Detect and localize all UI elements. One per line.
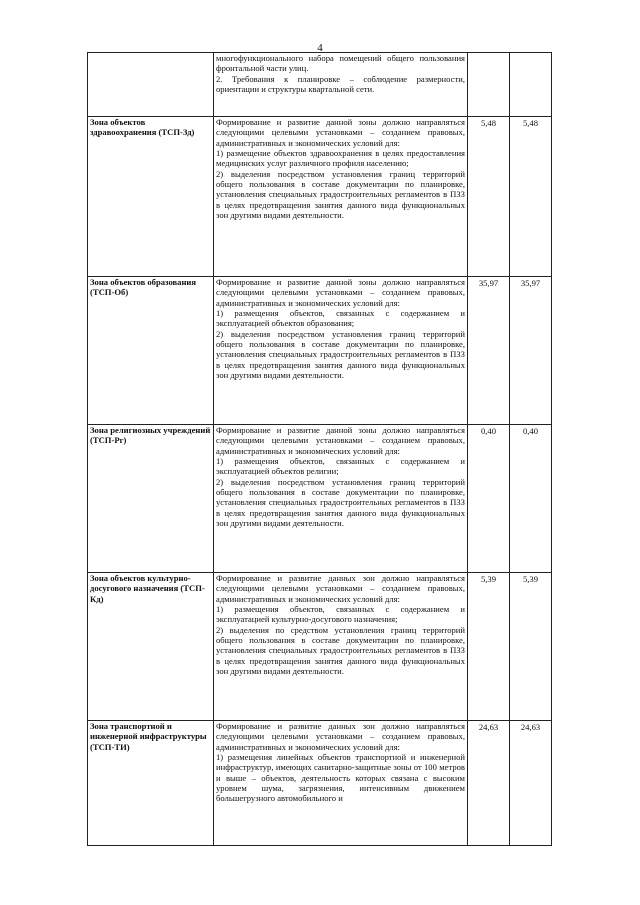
table-row	[88, 117, 552, 277]
description-paragraph: 2) выделения посредством установления границ территорий общего пользования в составе документации по планировке, установления специальных градостроительных регламентов в ПЗЗ в целях предотвращения занятия данного вида функциональных зон другими видами деятельности.	[216, 476, 465, 529]
area-value2: 24,63	[510, 721, 552, 846]
description-paragraph: Формирование и развитие данной зоны должно направляться следующими целевыми установками – созданием правовых, административных и экономических условий для:	[216, 277, 465, 308]
area-value1: 35,97	[468, 277, 510, 425]
zone-name: Зона объектов культурно-досугового назначения (ТСП-Кд)	[88, 573, 214, 721]
zone-name: Зона объектов здравоохранения (ТСП-Зд)	[88, 117, 214, 277]
zone-name: Зона транспортной и инженерной инфраструктуры (ТСП-ТИ)	[88, 721, 214, 846]
table-row	[88, 721, 552, 846]
area-value1: 5,39	[468, 573, 510, 721]
area-value1: 0,40	[468, 425, 510, 573]
description-paragraph: 2. Требования к планировке – соблюдение размерности, ориентации и структуры квартальной сети.	[216, 73, 465, 95]
description-paragraph: 2) выделения по средством установления границ территорий общего пользования в составе документации по планировке, установления специальных градостроительных регламентов в ПЗЗ в целях предотвращения занятия данного вида функциональных зон другими видами деятельности.	[216, 624, 465, 677]
zone-name: Зона религиозных учреждений (ТСП-Рг)	[88, 425, 214, 573]
description-paragraph: 1) размещение объектов здравоохранения в целях предоставления медицинских услуг различного профиля населению;	[216, 148, 465, 169]
area-value1	[468, 53, 510, 117]
zones-table	[87, 52, 552, 846]
table-row	[88, 573, 552, 721]
zone-name: Зона объектов образования (ТСП-Об)	[88, 277, 214, 425]
description-paragraph: 1) размещения объектов, связанных с содержанием и эксплуатацией культурно-досугового назначения;	[216, 604, 465, 625]
area-value1: 5,48	[468, 117, 510, 277]
description-paragraph: 2) выделения посредством установления границ территорий общего пользования в составе документации по планировке, установления специальных градостроительных регламентов в ПЗЗ в целях предотвращения занятия данного вида функциональных зон другими видами деятельности.	[216, 168, 465, 221]
zone-name	[88, 53, 214, 117]
description-paragraph: Формирование и развитие данной зоны должно направляться следующими целевыми установками – созданием правовых, административных и экономических условий для:	[216, 117, 465, 148]
description-paragraph: 2) выделения посредством установления границ территорий общего пользования в составе документации по планировке, установления специальных градостроительных регламентов в ПЗЗ в целях предотвращения занятия данного вида функциональных зон другими видами деятельности.	[216, 328, 465, 381]
area-value2: 5,48	[510, 117, 552, 277]
zone-description	[214, 425, 468, 573]
description-paragraph: многофункционального набора помещений общего пользования фронтальной части улиц.	[216, 53, 465, 74]
zone-description	[214, 721, 468, 846]
description-paragraph: 1) размещения объектов, связанных с содержанием и эксплуатацией объектов религии;	[216, 456, 465, 477]
table-row	[88, 53, 552, 117]
zone-description	[214, 53, 468, 117]
area-value2: 0,40	[510, 425, 552, 573]
description-paragraph: 1) размещения объектов, связанных с содержанием и эксплуатацией объектов образования;	[216, 308, 465, 329]
zone-description	[214, 277, 468, 425]
area-value2: 35,97	[510, 277, 552, 425]
table-row	[88, 277, 552, 425]
description-paragraph: Формирование и развитие данной зоны должно направляться следующими целевыми установками – созданием правовых, административных и экономических условий для:	[216, 425, 465, 456]
table-row	[88, 425, 552, 573]
area-value2	[510, 53, 552, 117]
area-value2: 5,39	[510, 573, 552, 721]
zone-description	[214, 573, 468, 721]
zone-description	[214, 117, 468, 277]
description-paragraph: Формирование и развитие данных зон должно направляться следующими целевыми установками – созданием правовых, административных и экономических условий для:	[216, 573, 465, 604]
description-paragraph: 1) размещения линейных объектов транспортной и инженерной инфраструктур, имеющих санитарно-защитные зоны от 100 метров и выше – объектов, деятельность которых связана с высоким уровнем шума, загрязнения, интенсивным движением большегрузного автомобильного и	[216, 752, 465, 804]
description-paragraph: Формирование и развитие данных зон должно направляться следующими целевыми установками – созданием правовых, административных и экономических условий для:	[216, 721, 465, 752]
area-value1: 24,63	[468, 721, 510, 846]
page-number: 4	[317, 42, 323, 54]
